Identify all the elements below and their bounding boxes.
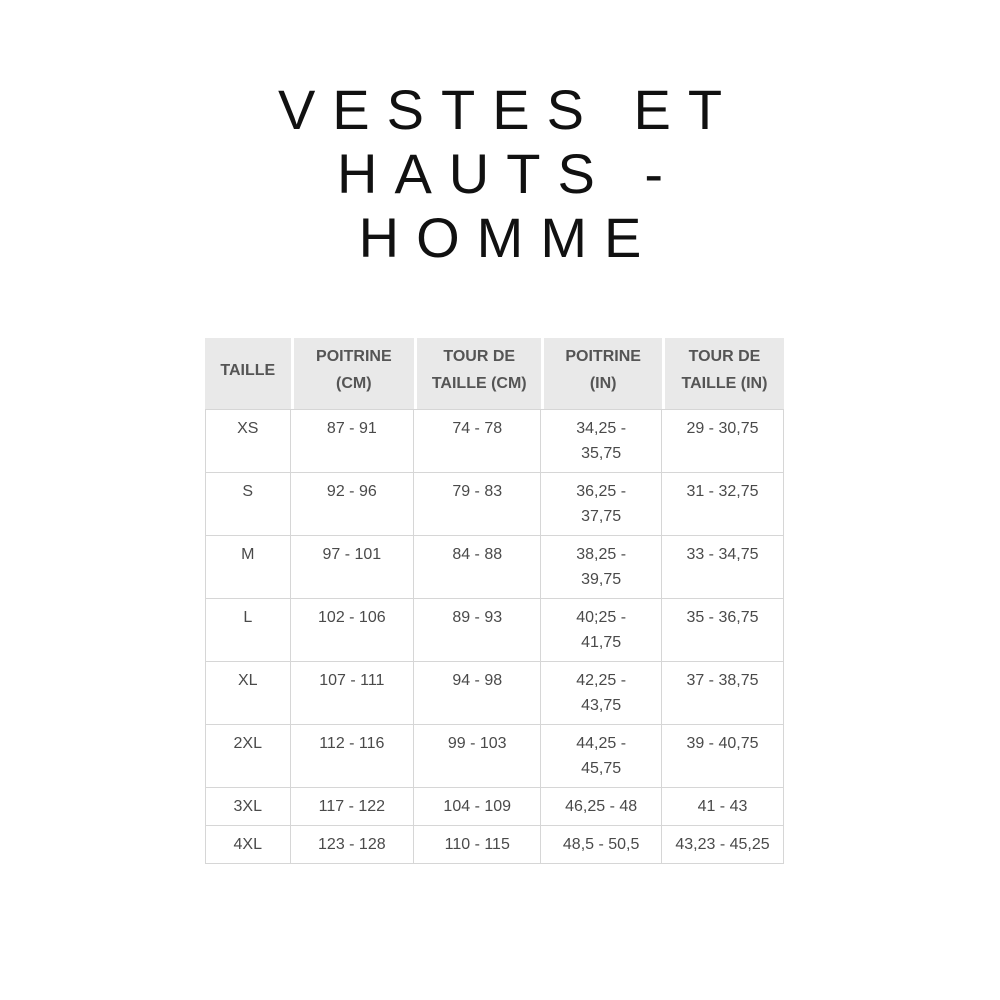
header-poitrine-in-line-2: (IN) (589, 375, 617, 392)
cell-tour-in: 39 - 40,75 (662, 725, 784, 788)
header-poitrine-in (541, 338, 662, 409)
cell-tour-in: 29 - 30,75 (662, 409, 784, 473)
cell-tour-cm: 99 - 103 (414, 725, 541, 788)
title-line-2: HAUTS - (337, 142, 680, 205)
table-row-3xl (205, 788, 784, 826)
cell-poitrine-in (541, 599, 662, 662)
cell-poitrine-cm: 112 - 116 (291, 725, 415, 788)
cell-taille: M (205, 536, 291, 599)
table-row-s (205, 473, 784, 536)
header-tour-de-taille-cm (414, 338, 541, 409)
cell-tour-cm: 89 - 93 (414, 599, 541, 662)
cell-tour-cm: 104 - 109 (414, 788, 541, 826)
header-tour-cm-line-1: TOUR DE (443, 348, 516, 365)
header-poitrine-in-line-1: POITRINE (565, 348, 641, 365)
cell-taille: XS (205, 409, 291, 473)
cell-tour-cm: 110 - 115 (414, 826, 541, 864)
cell-poitrine-in: 48,5 - 50,5 (541, 826, 662, 864)
cell-poitrine-in-text: 42,25 - 43,75 (576, 672, 627, 714)
cell-poitrine-cm: 107 - 111 (291, 662, 415, 725)
cell-poitrine-in (541, 473, 662, 536)
table-row-2xl (205, 725, 784, 788)
cell-poitrine-in-text: 34,25 - 35,75 (576, 420, 627, 462)
cell-tour-cm: 79 - 83 (414, 473, 541, 536)
size-chart-table (205, 338, 784, 864)
table-row-xs (205, 409, 784, 473)
cell-poitrine-in-text: 40;25 - 41,75 (576, 609, 627, 651)
cell-taille: 4XL (205, 826, 291, 864)
cell-tour-cm: 84 - 88 (414, 536, 541, 599)
cell-tour-cm: 74 - 78 (414, 409, 541, 473)
header-tour-cm-line-2: TAILLE (CM) (431, 375, 527, 392)
table-row-m (205, 536, 784, 599)
header-tour-in-line-2: TAILLE (IN) (681, 375, 768, 392)
header-poitrine-cm (291, 338, 415, 409)
cell-poitrine-in-text: 38,25 - 39,75 (576, 546, 627, 588)
cell-poitrine-cm: 102 - 106 (291, 599, 415, 662)
page-title (0, 78, 1000, 270)
header-taille-text: TAILLE (220, 361, 276, 379)
cell-poitrine-cm: 97 - 101 (291, 536, 415, 599)
table-row-xl (205, 662, 784, 725)
header-poitrine-cm-line-2: (CM) (336, 375, 372, 392)
cell-poitrine-cm: 117 - 122 (291, 788, 415, 826)
header-tour-de-taille-in (662, 338, 784, 409)
cell-taille: S (205, 473, 291, 536)
cell-poitrine-in: 46,25 - 48 (541, 788, 662, 826)
cell-tour-in: 43,23 - 45,25 (662, 826, 784, 864)
header-tour-in-line-1: TOUR DE (688, 348, 761, 365)
cell-tour-in: 33 - 34,75 (662, 536, 784, 599)
cell-poitrine-in (541, 536, 662, 599)
cell-taille: 2XL (205, 725, 291, 788)
table-row-l (205, 599, 784, 662)
cell-poitrine-cm: 87 - 91 (291, 409, 415, 473)
title-line-1: VESTES ET (277, 78, 740, 141)
table-body (205, 409, 784, 864)
header-poitrine-cm-line-1: POITRINE (316, 348, 392, 365)
table-header (205, 338, 784, 409)
cell-poitrine-in (541, 725, 662, 788)
cell-poitrine-in-text: 44,25 - 45,75 (576, 735, 627, 777)
cell-poitrine-cm: 123 - 128 (291, 826, 415, 864)
cell-tour-cm: 94 - 98 (414, 662, 541, 725)
cell-tour-in: 41 - 43 (662, 788, 784, 826)
cell-taille: 3XL (205, 788, 291, 826)
header-row (205, 338, 784, 409)
table-row-4xl (205, 826, 784, 864)
cell-tour-in: 31 - 32,75 (662, 473, 784, 536)
cell-tour-in: 37 - 38,75 (662, 662, 784, 725)
cell-poitrine-in-text: 36,25 - 37,75 (576, 483, 627, 525)
header-taille (205, 338, 291, 409)
cell-poitrine-in (541, 409, 662, 473)
cell-poitrine-cm: 92 - 96 (291, 473, 415, 536)
cell-tour-in: 35 - 36,75 (662, 599, 784, 662)
cell-poitrine-in (541, 662, 662, 725)
cell-taille: L (205, 599, 291, 662)
cell-taille: XL (205, 662, 291, 725)
title-line-3: HOMME (358, 206, 659, 269)
